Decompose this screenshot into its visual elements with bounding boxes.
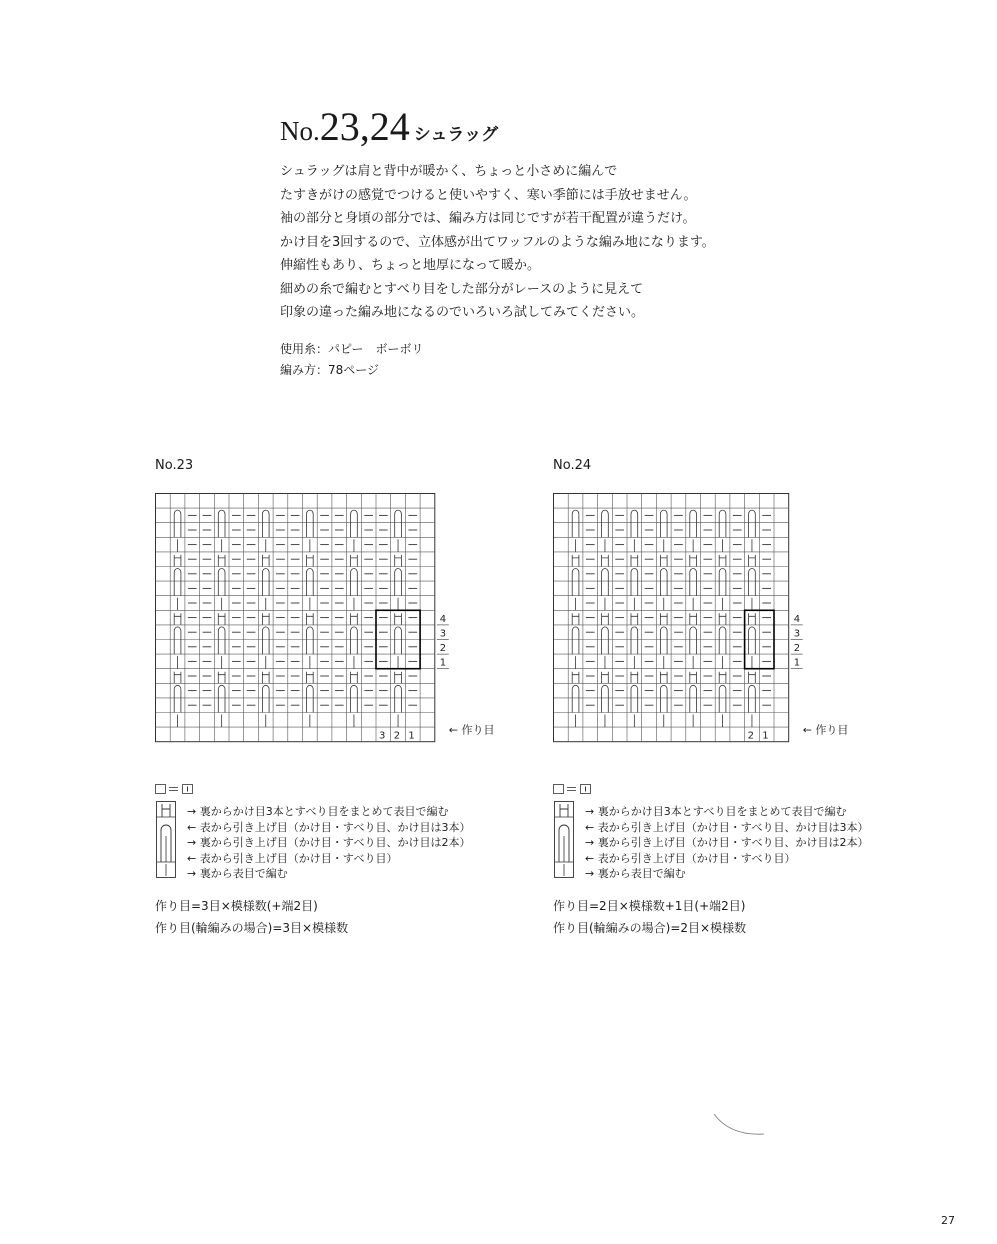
knit-together-symbol <box>660 613 667 625</box>
elongated-stitch-symbol <box>690 523 697 538</box>
elongated-stitch-symbol <box>218 523 225 538</box>
knit-together-symbol <box>690 672 697 684</box>
elongated-stitch-symbol <box>690 510 697 523</box>
decorative-stroke <box>712 1110 772 1140</box>
intro-line: 伸縮性もあり、ちょっと地厚になって暖か。 <box>280 258 541 273</box>
elongated-stitch-symbol <box>660 510 667 523</box>
page-title <box>280 103 498 150</box>
knit-together-symbol <box>174 672 181 684</box>
elongated-stitch-symbol <box>174 698 181 713</box>
elongated-stitch-symbol <box>572 685 579 698</box>
knit-together-symbol <box>218 613 225 625</box>
elongated-stitch-symbol <box>631 685 638 698</box>
knit-together-symbol <box>660 672 667 684</box>
intro-line: たすきがけの感覚でつけると使いやすく、寒い季節には手放せません。 <box>280 187 697 203</box>
elongated-stitch-symbol <box>749 640 756 655</box>
knit-together-symbol <box>749 613 756 625</box>
page-number: 27 <box>941 1214 955 1227</box>
elongated-stitch-symbol <box>351 523 358 538</box>
elongated-stitch-symbol <box>660 569 667 582</box>
elongated-stitch-symbol <box>749 523 756 538</box>
elongated-stitch-symbol <box>351 581 358 596</box>
knit-together-symbol <box>602 555 609 567</box>
stitch-chart <box>553 493 953 773</box>
knit-together-symbol <box>631 613 638 625</box>
knit-together-symbol <box>262 613 269 625</box>
elongated-stitch-symbol <box>749 627 756 640</box>
elongated-stitch-symbol <box>174 523 181 538</box>
elongated-stitch-symbol <box>262 627 269 640</box>
intro-paragraph <box>280 160 715 325</box>
elongated-stitch-symbol <box>572 569 579 582</box>
elongated-stitch-symbol <box>351 698 358 713</box>
elongated-stitch-symbol <box>660 627 667 640</box>
elongated-stitch-symbol <box>395 581 402 596</box>
elongated-stitch-symbol <box>631 581 638 596</box>
elongated-stitch-symbol <box>395 627 402 640</box>
elongated-stitch-symbol <box>307 581 314 596</box>
row-number: 2 <box>439 643 447 655</box>
elongated-stitch-symbol <box>660 581 667 596</box>
elongated-stitch-symbol <box>218 640 225 655</box>
elongated-stitch-symbol <box>262 581 269 596</box>
elongated-stitch-symbol <box>218 581 225 596</box>
elongated-stitch-symbol <box>307 627 314 640</box>
knit-together-symbol <box>631 672 638 684</box>
elongated-stitch-symbol <box>351 510 358 523</box>
elongated-stitch-symbol <box>660 523 667 538</box>
elongated-stitch-symbol <box>174 640 181 655</box>
knit-together-symbol <box>351 555 358 567</box>
elongated-stitch-symbol <box>690 640 697 655</box>
formula-line: 作り目(輪編みの場合)=3目×模様数 <box>155 921 349 935</box>
elongated-stitch-symbol <box>218 627 225 640</box>
elongated-stitch-symbol <box>602 627 609 640</box>
elongated-stitch-symbol <box>690 685 697 698</box>
slip-stitch-symbol <box>155 800 179 880</box>
legend-item: ← 表から引き上げ目（かけ目・すべり目） <box>187 851 398 865</box>
intro-line: 細めの糸で編むとすべり目をした部分がレースのように見えて <box>280 281 644 297</box>
knit-together-symbol <box>572 613 579 625</box>
intro-line: 袖の部分と身頃の部分では、編み方は同じですが若干配置が違うだけ。 <box>280 211 696 226</box>
title-subtitle: シュラッグ <box>413 125 499 145</box>
elongated-stitch-symbol <box>572 640 579 655</box>
elongated-stitch-symbol <box>602 510 609 523</box>
intro-line: シュラッグは肩と背中が暖かく、ちょっと小さめに編んで <box>280 164 618 179</box>
elongated-stitch-symbol <box>660 685 667 698</box>
elongated-stitch-symbol <box>395 569 402 582</box>
elongated-stitch-symbol <box>262 569 269 582</box>
elongated-stitch-symbol <box>660 698 667 713</box>
elongated-stitch-symbol <box>262 698 269 713</box>
elongated-stitch-symbol <box>719 685 726 698</box>
slip-stitch-symbol <box>553 800 577 880</box>
knit-together-symbol <box>719 613 726 625</box>
knit-together-symbol <box>395 613 402 625</box>
elongated-stitch-symbol <box>602 523 609 538</box>
row-number: 1 <box>793 657 801 669</box>
pattern-no24 <box>553 458 953 938</box>
knit-together-symbol <box>395 555 402 567</box>
elongated-stitch-symbol <box>631 523 638 538</box>
symbol-legend <box>187 804 471 882</box>
pattern-no23 <box>155 458 555 938</box>
cast-on-formula <box>553 895 746 939</box>
elongated-stitch-symbol <box>351 685 358 698</box>
knit-together-symbol <box>307 555 314 567</box>
elongated-stitch-symbol <box>174 627 181 640</box>
legend-item: → 裏から表目で編む <box>187 867 288 880</box>
elongated-stitch-symbol <box>749 569 756 582</box>
knit-together-symbol <box>218 555 225 567</box>
elongated-stitch-symbol <box>572 523 579 538</box>
knit-together-symbol <box>307 672 314 684</box>
knit-together-symbol <box>749 672 756 684</box>
title-numbers: 23,24 <box>319 104 410 149</box>
elongated-stitch-symbol <box>395 510 402 523</box>
elongated-stitch-symbol <box>719 569 726 582</box>
knit-together-symbol <box>719 555 726 567</box>
elongated-stitch-symbol <box>218 685 225 698</box>
symbol-legend <box>585 804 869 882</box>
row-number: 3 <box>439 628 447 640</box>
materials <box>280 339 424 381</box>
knit-together-symbol <box>690 613 697 625</box>
elongated-stitch-symbol <box>307 685 314 698</box>
row-number: 1 <box>439 657 447 669</box>
yarn-info: 使用糸：パピー ボーボリ <box>280 342 424 356</box>
elongated-stitch-symbol <box>307 698 314 713</box>
column-number: 2 <box>393 730 401 742</box>
pattern-label: No.23 <box>155 458 194 473</box>
elongated-stitch-symbol <box>690 569 697 582</box>
row-number: 2 <box>793 643 801 655</box>
legend-item: → 裏から引き上げ目（かけ目・すべり目、かけ目は2本） <box>585 836 869 849</box>
knit-together-symbol <box>351 672 358 684</box>
knit-together-symbol <box>572 555 579 567</box>
knit-together-symbol <box>262 672 269 684</box>
elongated-stitch-symbol <box>572 698 579 713</box>
intro-line: 印象の違った編み地になるのでいろいろ試してみてください。 <box>280 305 645 320</box>
elongated-stitch-symbol <box>262 523 269 538</box>
elongated-stitch-symbol <box>395 685 402 698</box>
elongated-stitch-symbol <box>602 698 609 713</box>
elongated-stitch-symbol <box>602 569 609 582</box>
elongated-stitch-symbol <box>572 627 579 640</box>
elongated-stitch-symbol <box>174 510 181 523</box>
knit-together-symbol <box>174 555 181 567</box>
knit-together-symbol <box>602 672 609 684</box>
elongated-stitch-symbol <box>351 627 358 640</box>
legend-item: ← 表から引き上げ目（かけ目・すべり目） <box>585 851 796 865</box>
knit-together-symbol <box>690 555 697 567</box>
elongated-stitch-symbol <box>719 523 726 538</box>
knit-together-symbol <box>660 555 667 567</box>
intro-line: かけ目を3回するので、立体感が出てワッフルのような編み地になります。 <box>280 234 715 250</box>
elongated-stitch-symbol <box>602 640 609 655</box>
elongated-stitch-symbol <box>749 685 756 698</box>
elongated-stitch-symbol <box>307 523 314 538</box>
elongated-stitch-symbol <box>395 523 402 538</box>
elongated-stitch-symbol <box>690 581 697 596</box>
knit-together-symbol <box>572 672 579 684</box>
column-number: 1 <box>762 730 769 742</box>
legend-item: → 裏から引き上げ目（かけ目・すべり目、かけ目は2本） <box>187 836 471 849</box>
knit-together-symbol <box>719 672 726 684</box>
legend-item: → 裏からかけ目3本とすべり目をまとめて表目で編む <box>187 805 449 818</box>
legend-item: → 裏からかけ目3本とすべり目をまとめて表目で編む <box>585 805 847 818</box>
cast-on-label: ← 作り目 <box>802 723 849 737</box>
elongated-stitch-symbol <box>351 640 358 655</box>
elongated-stitch-symbol <box>690 698 697 713</box>
elongated-stitch-symbol <box>174 685 181 698</box>
row-number: 4 <box>439 613 447 625</box>
row-number: 3 <box>793 628 801 640</box>
column-number: 3 <box>379 730 386 742</box>
knit-together-symbol <box>602 613 609 625</box>
elongated-stitch-symbol <box>719 581 726 596</box>
column-number: 2 <box>747 730 754 742</box>
elongated-stitch-symbol <box>307 640 314 655</box>
knit-together-symbol <box>218 672 225 684</box>
knit-symbol-key <box>155 782 195 796</box>
elongated-stitch-symbol <box>631 569 638 582</box>
elongated-stitch-symbol <box>395 640 402 655</box>
elongated-stitch-symbol <box>572 510 579 523</box>
legend-item: ← 表から引き上げ目（かけ目・すべり目、かけ目は3本） <box>585 820 869 834</box>
knit-symbol-key <box>553 782 593 796</box>
elongated-stitch-symbol <box>218 569 225 582</box>
elongated-stitch-symbol <box>719 640 726 655</box>
elongated-stitch-symbol <box>749 698 756 713</box>
column-number: 1 <box>408 730 415 742</box>
elongated-stitch-symbol <box>262 640 269 655</box>
knit-together-symbol <box>174 613 181 625</box>
elongated-stitch-symbol <box>307 569 314 582</box>
knit-together-symbol <box>631 555 638 567</box>
elongated-stitch-symbol <box>690 627 697 640</box>
cast-on-formula <box>155 895 348 939</box>
elongated-stitch-symbol <box>602 685 609 698</box>
formula-line: 作り目=2目×模様数+1目(+端2目) <box>553 899 746 913</box>
elongated-stitch-symbol <box>262 510 269 523</box>
elongated-stitch-symbol <box>262 685 269 698</box>
legend-item: ← 表から引き上げ目（かけ目・すべり目、かけ目は3本） <box>187 820 471 834</box>
formula-line: 作り目(輪編みの場合)=2目×模様数 <box>553 921 747 935</box>
method-info: 編み方：78ページ <box>280 363 380 377</box>
elongated-stitch-symbol <box>395 698 402 713</box>
stitch-chart <box>155 493 555 773</box>
knit-together-symbol <box>262 555 269 567</box>
elongated-stitch-symbol <box>749 510 756 523</box>
elongated-stitch-symbol <box>749 581 756 596</box>
row-number: 4 <box>793 613 801 625</box>
elongated-stitch-symbol <box>218 698 225 713</box>
elongated-stitch-symbol <box>174 581 181 596</box>
knit-together-symbol <box>395 672 402 684</box>
elongated-stitch-symbol <box>174 569 181 582</box>
elongated-stitch-symbol <box>719 627 726 640</box>
legend-item: → 裏から表目で編む <box>585 867 686 880</box>
elongated-stitch-symbol <box>351 569 358 582</box>
elongated-stitch-symbol <box>631 640 638 655</box>
elongated-stitch-symbol <box>602 581 609 596</box>
pattern-label: No.24 <box>553 458 592 473</box>
knit-together-symbol <box>307 613 314 625</box>
elongated-stitch-symbol <box>719 698 726 713</box>
formula-line: 作り目=3目×模様数(+端2目) <box>155 899 318 913</box>
knit-together-symbol <box>749 555 756 567</box>
elongated-stitch-symbol <box>631 510 638 523</box>
elongated-stitch-symbol <box>660 640 667 655</box>
elongated-stitch-symbol <box>218 510 225 523</box>
elongated-stitch-symbol <box>631 698 638 713</box>
elongated-stitch-symbol <box>631 627 638 640</box>
elongated-stitch-symbol <box>307 510 314 523</box>
elongated-stitch-symbol <box>572 581 579 596</box>
cast-on-label: ← 作り目 <box>448 723 495 737</box>
title-prefix: No. <box>280 116 320 146</box>
elongated-stitch-symbol <box>719 510 726 523</box>
knit-together-symbol <box>351 613 358 625</box>
